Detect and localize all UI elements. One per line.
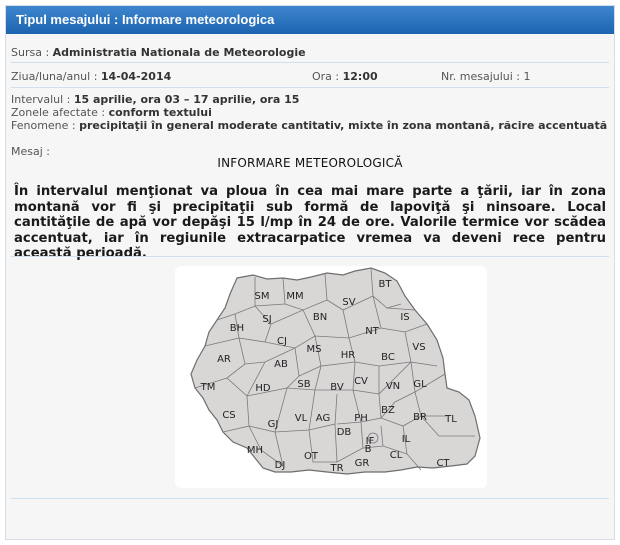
county-label-tr: TR [330,463,344,474]
county-label-mm: MM [286,291,304,302]
message-type-header: Tipul mesajului : Informare meteorologica [6,6,614,34]
hour-value: 12:00 [342,70,378,83]
county-label-mh: MH [246,445,264,456]
county-label-sj: SJ [262,314,272,325]
county-label-db: DB [336,427,352,438]
county-label-vs: VS [412,342,426,353]
message-number-field [441,70,531,83]
county-label-sb: SB [297,379,311,390]
county-label-ph: PH [354,413,368,424]
county-label-ms: MS [306,344,322,355]
county-label-gl: GL [413,379,427,390]
hour-field [312,70,378,83]
message-label: Mesaj : [11,145,50,158]
county-label-b: B [364,444,372,455]
source-row [11,46,609,59]
divider [11,62,609,63]
county-label-cv: CV [354,376,368,387]
county-label-sv: SV [342,297,356,308]
county-label-ag: AG [315,413,331,424]
divider [11,256,609,257]
zones-label: Zonele afectate : [11,106,106,119]
county-label-tm: TM [200,382,216,393]
county-label-ot: OT [304,451,318,462]
county-label-bh: BH [229,323,245,334]
romania-counties-map [175,266,487,488]
interval-label: Intervalul : [11,93,71,106]
county-label-bc: BC [381,352,395,363]
message-number-value: 1 [523,70,531,83]
county-label-ab: AB [274,359,288,370]
county-label-br: BR [413,412,427,423]
interval-row [11,93,609,106]
message-panel [5,5,615,540]
divider [11,87,609,88]
phenomena-value: precipitaţii în general moderate cantitativ, mixte în zona montană, răcire accentuată [79,119,608,132]
county-label-bz: BZ [381,405,395,416]
date-field [11,70,171,83]
county-label-dj: DJ [274,460,286,471]
date-value: 14-04-2014 [100,70,172,83]
county-label-hd: HD [255,383,271,394]
message-title: INFORMARE METEOROLOGICĂ [217,156,403,170]
hour-label: Ora : [312,70,340,83]
source-label: Sursa : [11,46,50,59]
county-label-cs: CS [222,410,236,421]
county-label-if: IF [365,436,375,447]
county-label-sm: SM [254,291,270,302]
county-label-ct: CT [436,458,450,469]
zones-value: conform textului [108,106,212,119]
county-label-is: IS [400,312,410,323]
phenomena-label: Fenomene : [11,119,76,132]
zones-row [11,106,609,119]
county-label-vl: VL [294,413,308,424]
county-label-il: IL [401,434,411,445]
county-label-tl: TL [445,414,457,425]
county-label-ar: AR [217,354,231,365]
interval-value: 15 aprilie, ora 03 – 17 aprilie, ora 15 [73,93,300,106]
county-label-bv: BV [330,382,344,393]
county-label-bt: BT [378,279,392,290]
source-value: Administratia Nationala de Meteorologie [52,46,306,59]
county-label-bn: BN [312,312,328,323]
romania-outline [191,268,480,474]
map-svg [175,266,487,488]
message-body: În intervalul menţionat va ploua în cea mai mare parte a ţării, iar în zona montană vor fi şi precipitaţii sub formă de lapoviţă şi ninsoare. Local cantităţile de apă vor depăşi 15 l/mp în 24 de ore. Valorile termice vor scădea accentuat, iar în regiunile extracarpatice vremea va deveni rece pentru această perioadă. [14,184,606,261]
county-label-vn: VN [385,381,401,392]
county-label-hr: HR [340,350,356,361]
divider [11,498,609,499]
phenomena-row [11,119,609,132]
date-row [11,70,609,83]
date-label: Ziua/luna/anul : [11,70,98,83]
county-label-cj: CJ [277,336,287,347]
county-label-nt: NT [365,326,379,337]
county-label-gj: GJ [267,419,279,430]
county-label-gr: GR [354,458,370,469]
county-label-cl: CL [389,450,403,461]
message-number-label: Nr. mesajului : [441,70,521,83]
